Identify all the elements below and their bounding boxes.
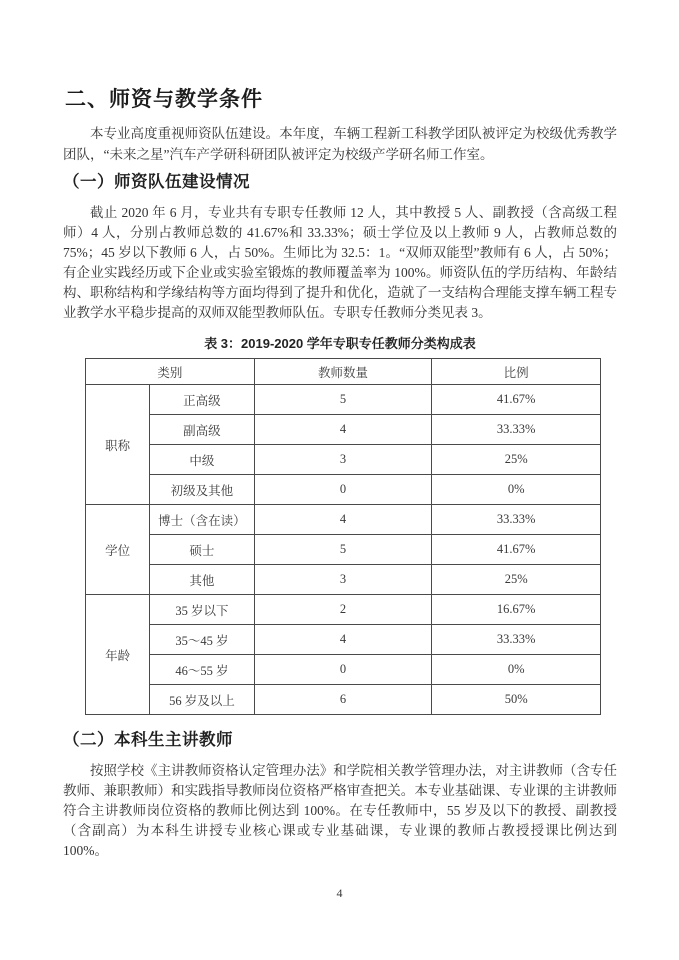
table-cell: 35～45 岁 — [150, 625, 254, 655]
table-group-cell-title: 职称 — [86, 385, 150, 505]
table-row — [86, 625, 601, 655]
paragraph-intro: 本专业高度重视师资队伍建设。本年度，车辆工程新工科教学团队被评定为校级优秀教学团队，“未来之星”汽车产学研科研团队被评定为校级产学研名师工作室。 — [63, 126, 617, 162]
table-cell: 0% — [432, 655, 601, 685]
table-header-row — [86, 359, 601, 385]
page-number: 4 — [336, 886, 343, 900]
table-cell: 6 — [254, 685, 432, 715]
table-row — [86, 595, 601, 625]
table-caption: 表 3：2019-2020 学年专职专任教师分类构成表 — [204, 336, 476, 351]
table-group-cell-degree: 学位 — [86, 505, 150, 595]
table-cell: 0 — [254, 475, 432, 505]
table-cell: 中级 — [150, 445, 254, 475]
table-header-count: 教师数量 — [254, 359, 432, 385]
table-row — [86, 535, 601, 565]
table-cell: 博士（含在读） — [150, 505, 254, 535]
table-cell: 0% — [432, 475, 601, 505]
table-cell: 25% — [432, 445, 601, 475]
table-cell: 33.33% — [432, 505, 601, 535]
table-cell: 2 — [254, 595, 432, 625]
table-cell: 41.67% — [432, 385, 601, 415]
table-cell: 3 — [254, 565, 432, 595]
teacher-classification-table — [85, 358, 601, 715]
table-cell: 4 — [254, 625, 432, 655]
table-row — [86, 655, 601, 685]
table-cell: 25% — [432, 565, 601, 595]
table-cell: 50% — [432, 685, 601, 715]
paragraph-faculty: 截止 2020 年 6 月，专业共有专职专任教师 12 人，其中教授 5 人、副教授（含高级工程师）4 人，分别占教师总数的 41.67%和 33.33%；硕士学位及以上教师 9 人，占教师总数的 75%；45 岁以下教师 6 人，占 50%。生师比为 32.5：1。“双师双能型”教师有 6 人，占 50%；有企业实践经历或下企业或实验室锻炼的教师覆盖率为 100%。师资队伍的学历结构、年龄结构、职称结构和学缘结构等方面均得到了提升和优化，造就了一支结构合理能支撑车辆工程专业教学水平稳步提高的双师双能型教师队伍。专职专任教师分类见表 3。 — [63, 205, 617, 320]
table-header-category: 类别 — [86, 359, 255, 385]
paragraph-lecturers: 按照学校《主讲教师资格认定管理办法》和学院相关教学管理办法，对主讲教师（含专任教师、兼职教师）和实践指导教师岗位资格严格审查把关。本专业基础课、专业课的主讲教师符合主讲教师岗位资格的教师比例达到 100%。在专任教师中，55 岁及以下的教授、副教授（含副高）为本科生讲授专业核心课或专业基础课，专业课的教师占教授授课比例达到 100%。 — [63, 763, 617, 858]
table-row — [86, 505, 601, 535]
table-cell: 56 岁及以上 — [150, 685, 254, 715]
table-cell: 33.33% — [432, 415, 601, 445]
table-header-ratio: 比例 — [432, 359, 601, 385]
table-cell: 0 — [254, 655, 432, 685]
table-cell: 35 岁以下 — [150, 595, 254, 625]
table-cell: 41.67% — [432, 535, 601, 565]
table-cell: 5 — [254, 385, 432, 415]
table-cell: 正高级 — [150, 385, 254, 415]
section-heading: 二、师资与教学条件 — [65, 88, 263, 111]
table-row — [86, 415, 601, 445]
table-cell: 其他 — [150, 565, 254, 595]
table-row — [86, 385, 601, 415]
subsection-1-heading: （一）师资队伍建设情况 — [63, 173, 250, 191]
table-group-cell-age: 年龄 — [86, 595, 150, 715]
subsection-2-heading: （二）本科生主讲教师 — [63, 731, 233, 749]
table-cell: 硕士 — [150, 535, 254, 565]
table-cell: 16.67% — [432, 595, 601, 625]
table-cell: 3 — [254, 445, 432, 475]
table-cell: 33.33% — [432, 625, 601, 655]
table-cell: 4 — [254, 415, 432, 445]
table-row — [86, 685, 601, 715]
table-row — [86, 475, 601, 505]
table-cell: 46～55 岁 — [150, 655, 254, 685]
table-cell: 4 — [254, 505, 432, 535]
table-cell: 副高级 — [150, 415, 254, 445]
table-row — [86, 565, 601, 595]
table-row — [86, 445, 601, 475]
table-cell: 5 — [254, 535, 432, 565]
table-cell: 初级及其他 — [150, 475, 254, 505]
